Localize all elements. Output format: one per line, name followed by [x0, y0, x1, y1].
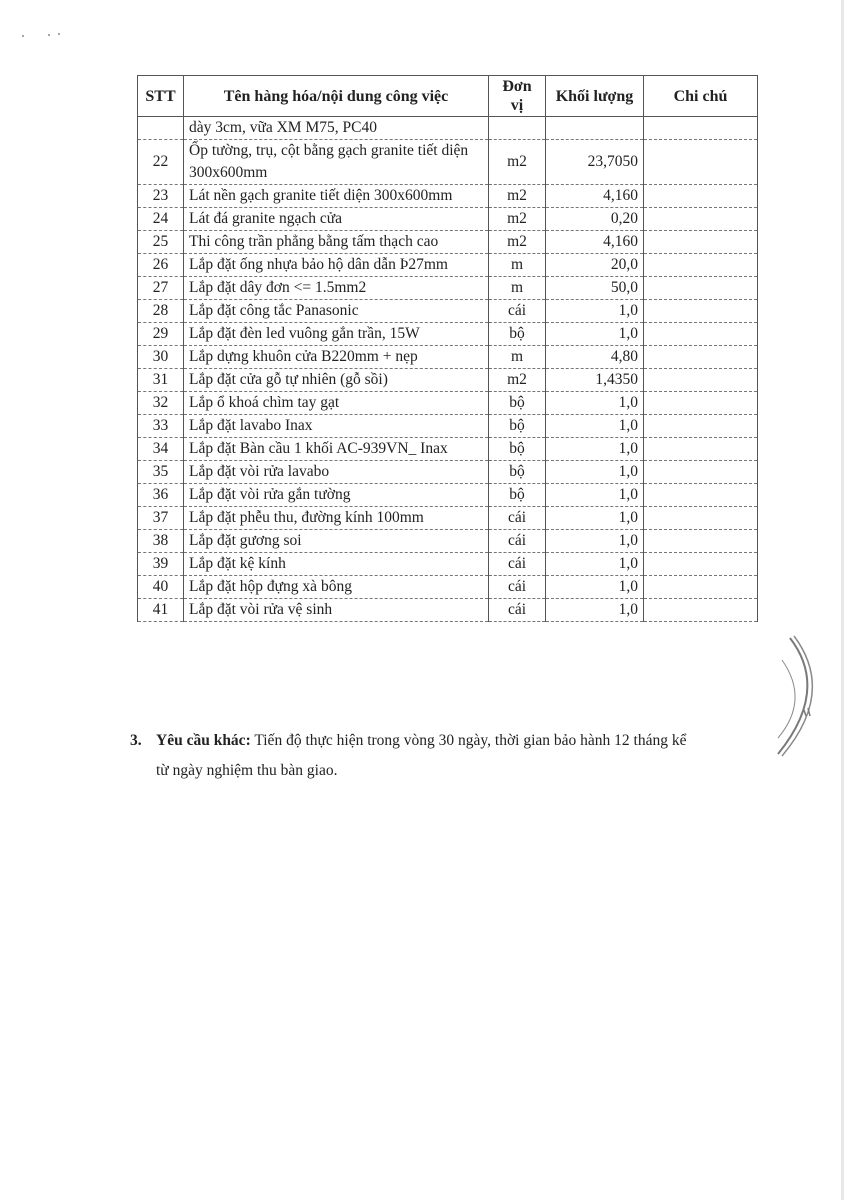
cell-note — [644, 415, 758, 438]
cell-name: Lắp đặt hộp đựng xà bông — [184, 576, 489, 599]
cell-name: Lắp đặt gương soi — [184, 530, 489, 553]
header-unit-line1: Đơn — [502, 78, 532, 95]
cell-note — [644, 140, 758, 185]
cell-unit: m2 — [489, 231, 546, 254]
cell-unit: cái — [489, 553, 546, 576]
cell-qty: 1,0 — [546, 553, 644, 576]
cell-note — [644, 208, 758, 231]
table-row — [138, 415, 758, 438]
cell-qty: 4,160 — [546, 185, 644, 208]
cell-unit: cái — [489, 507, 546, 530]
cell-note — [644, 117, 758, 140]
cell-stt: 27 — [138, 277, 184, 300]
cell-stt: 31 — [138, 369, 184, 392]
cell-qty: 1,0 — [546, 576, 644, 599]
cell-note — [644, 277, 758, 300]
cell-note — [644, 599, 758, 622]
requirement-text-line1: Tiến độ thực hiện trong vòng 30 ngày, thời gian bảo hành 12 tháng kể — [250, 732, 687, 749]
table-row — [138, 599, 758, 622]
cell-qty — [546, 117, 644, 140]
header-unit — [489, 76, 546, 117]
cell-unit: bộ — [489, 415, 546, 438]
cell-stt: 41 — [138, 599, 184, 622]
cell-qty: 1,0 — [546, 599, 644, 622]
cell-qty: 50,0 — [546, 277, 644, 300]
cell-unit: bộ — [489, 484, 546, 507]
header-name: Tên hàng hóa/nội dung công việc — [184, 76, 489, 117]
cell-qty: 1,0 — [546, 300, 644, 323]
cell-unit: bộ — [489, 461, 546, 484]
table-row — [138, 140, 758, 185]
cell-note — [644, 484, 758, 507]
cell-name: Ốp tường, trụ, cột bằng gạch granite tiết diện 300x600mm — [184, 140, 489, 185]
cell-name: Lắp đặt Bàn cầu 1 khối AC-939VN_ Inax — [184, 438, 489, 461]
cell-name: Lắp đặt kệ kính — [184, 553, 489, 576]
cell-stt: 26 — [138, 254, 184, 277]
cell-name: Lắp đặt phễu thu, đường kính 100mm — [184, 507, 489, 530]
cell-name: Lắp đặt dây đơn <= 1.5mm2 — [184, 277, 489, 300]
cell-name: Lắp đặt cửa gỗ tự nhiên (gỗ sồi) — [184, 369, 489, 392]
table-row — [138, 117, 758, 140]
cell-note — [644, 346, 758, 369]
cell-qty: 1,0 — [546, 530, 644, 553]
cell-name: dày 3cm, vữa XM M75, PC40 — [184, 117, 489, 140]
cell-unit — [489, 117, 546, 140]
cell-stt: 34 — [138, 438, 184, 461]
cell-stt: 40 — [138, 576, 184, 599]
cell-unit: m2 — [489, 185, 546, 208]
cell-stt: 32 — [138, 392, 184, 415]
cell-note — [644, 300, 758, 323]
cell-note — [644, 231, 758, 254]
cell-note — [644, 369, 758, 392]
cell-name: Lát đá granite ngạch cửa — [184, 208, 489, 231]
cell-qty: 4,80 — [546, 346, 644, 369]
cell-qty: 1,4350 — [546, 369, 644, 392]
cell-unit: m2 — [489, 369, 546, 392]
table-row — [138, 576, 758, 599]
cell-qty: 1,0 — [546, 507, 644, 530]
cell-name: Lắp đặt công tắc Panasonic — [184, 300, 489, 323]
table-row — [138, 484, 758, 507]
table-row — [138, 208, 758, 231]
cell-name: Lắp đặt ống nhựa bảo hộ dân dẫn Þ27mm — [184, 254, 489, 277]
table-row — [138, 231, 758, 254]
cell-note — [644, 392, 758, 415]
header-qty: Khối lượng — [546, 76, 644, 117]
cell-unit: cái — [489, 599, 546, 622]
cell-name: Lát nền gạch granite tiết diện 300x600mm — [184, 185, 489, 208]
cell-name: Lắp đặt vòi rửa gắn tường — [184, 484, 489, 507]
cell-name: Lắp ổ khoá chìm tay gạt — [184, 392, 489, 415]
table-row — [138, 300, 758, 323]
cell-unit: m2 — [489, 208, 546, 231]
cell-stt: 36 — [138, 484, 184, 507]
table-row — [138, 530, 758, 553]
table-row — [138, 461, 758, 484]
cell-stt: 29 — [138, 323, 184, 346]
cell-unit: m2 — [489, 140, 546, 185]
table-row — [138, 438, 758, 461]
table-row — [138, 323, 758, 346]
cell-note — [644, 254, 758, 277]
requirement-number: 3. — [130, 732, 142, 749]
table-row — [138, 553, 758, 576]
cell-stt: 23 — [138, 185, 184, 208]
header-stt: STT — [138, 76, 184, 117]
cell-note — [644, 323, 758, 346]
cell-note — [644, 576, 758, 599]
scan-specks — [22, 33, 62, 39]
cell-unit: cái — [489, 530, 546, 553]
table-row — [138, 392, 758, 415]
other-requirements — [130, 726, 760, 786]
cell-stt: 22 — [138, 140, 184, 185]
cell-unit: bộ — [489, 438, 546, 461]
cell-note — [644, 461, 758, 484]
cell-name: Lắp đặt vòi rửa vệ sinh — [184, 599, 489, 622]
table-row — [138, 507, 758, 530]
cell-note — [644, 185, 758, 208]
cell-note — [644, 507, 758, 530]
cell-qty: 1,0 — [546, 484, 644, 507]
table-header-row — [138, 76, 758, 117]
cell-unit: bộ — [489, 392, 546, 415]
work-items-table — [137, 75, 758, 622]
cell-name: Lắp đặt vòi rửa lavabo — [184, 461, 489, 484]
cell-unit: m — [489, 346, 546, 369]
cell-qty: 20,0 — [546, 254, 644, 277]
cell-stt: 39 — [138, 553, 184, 576]
cell-qty: 1,0 — [546, 461, 644, 484]
cell-stt: 30 — [138, 346, 184, 369]
cell-qty: 1,0 — [546, 438, 644, 461]
table-row — [138, 369, 758, 392]
cell-name: Thi công trần phẳng bằng tấm thạch cao — [184, 231, 489, 254]
cell-stt: 37 — [138, 507, 184, 530]
cell-unit: m — [489, 277, 546, 300]
cell-note — [644, 438, 758, 461]
cell-unit: cái — [489, 576, 546, 599]
table-row — [138, 346, 758, 369]
cell-stt: 28 — [138, 300, 184, 323]
cell-stt: 38 — [138, 530, 184, 553]
cell-note — [644, 530, 758, 553]
cell-name: Lắp đặt lavabo Inax — [184, 415, 489, 438]
requirement-text-line2: từ ngày nghiệm thu bàn giao. — [156, 762, 338, 779]
requirement-label: Yêu cầu khác: — [156, 732, 251, 749]
cell-name: Lắp đặt đèn led vuông gắn trần, 15W — [184, 323, 489, 346]
table-row — [138, 254, 758, 277]
header-note: Chi chú — [644, 76, 758, 117]
cell-qty: 23,7050 — [546, 140, 644, 185]
cell-stt: 35 — [138, 461, 184, 484]
seal-stamp-icon — [770, 630, 830, 760]
cell-unit: cái — [489, 300, 546, 323]
cell-name: Lắp dựng khuôn cửa B220mm + nẹp — [184, 346, 489, 369]
cell-qty: 1,0 — [546, 392, 644, 415]
cell-unit: bộ — [489, 323, 546, 346]
table-row — [138, 185, 758, 208]
cell-note — [644, 553, 758, 576]
cell-qty: 1,0 — [546, 323, 644, 346]
table-row — [138, 277, 758, 300]
cell-stt: 33 — [138, 415, 184, 438]
cell-unit: m — [489, 254, 546, 277]
cell-qty: 1,0 — [546, 415, 644, 438]
cell-qty: 0,20 — [546, 208, 644, 231]
cell-qty: 4,160 — [546, 231, 644, 254]
cell-stt: 25 — [138, 231, 184, 254]
cell-stt: 24 — [138, 208, 184, 231]
header-unit-line2: vị — [510, 97, 524, 114]
cell-stt — [138, 117, 184, 140]
